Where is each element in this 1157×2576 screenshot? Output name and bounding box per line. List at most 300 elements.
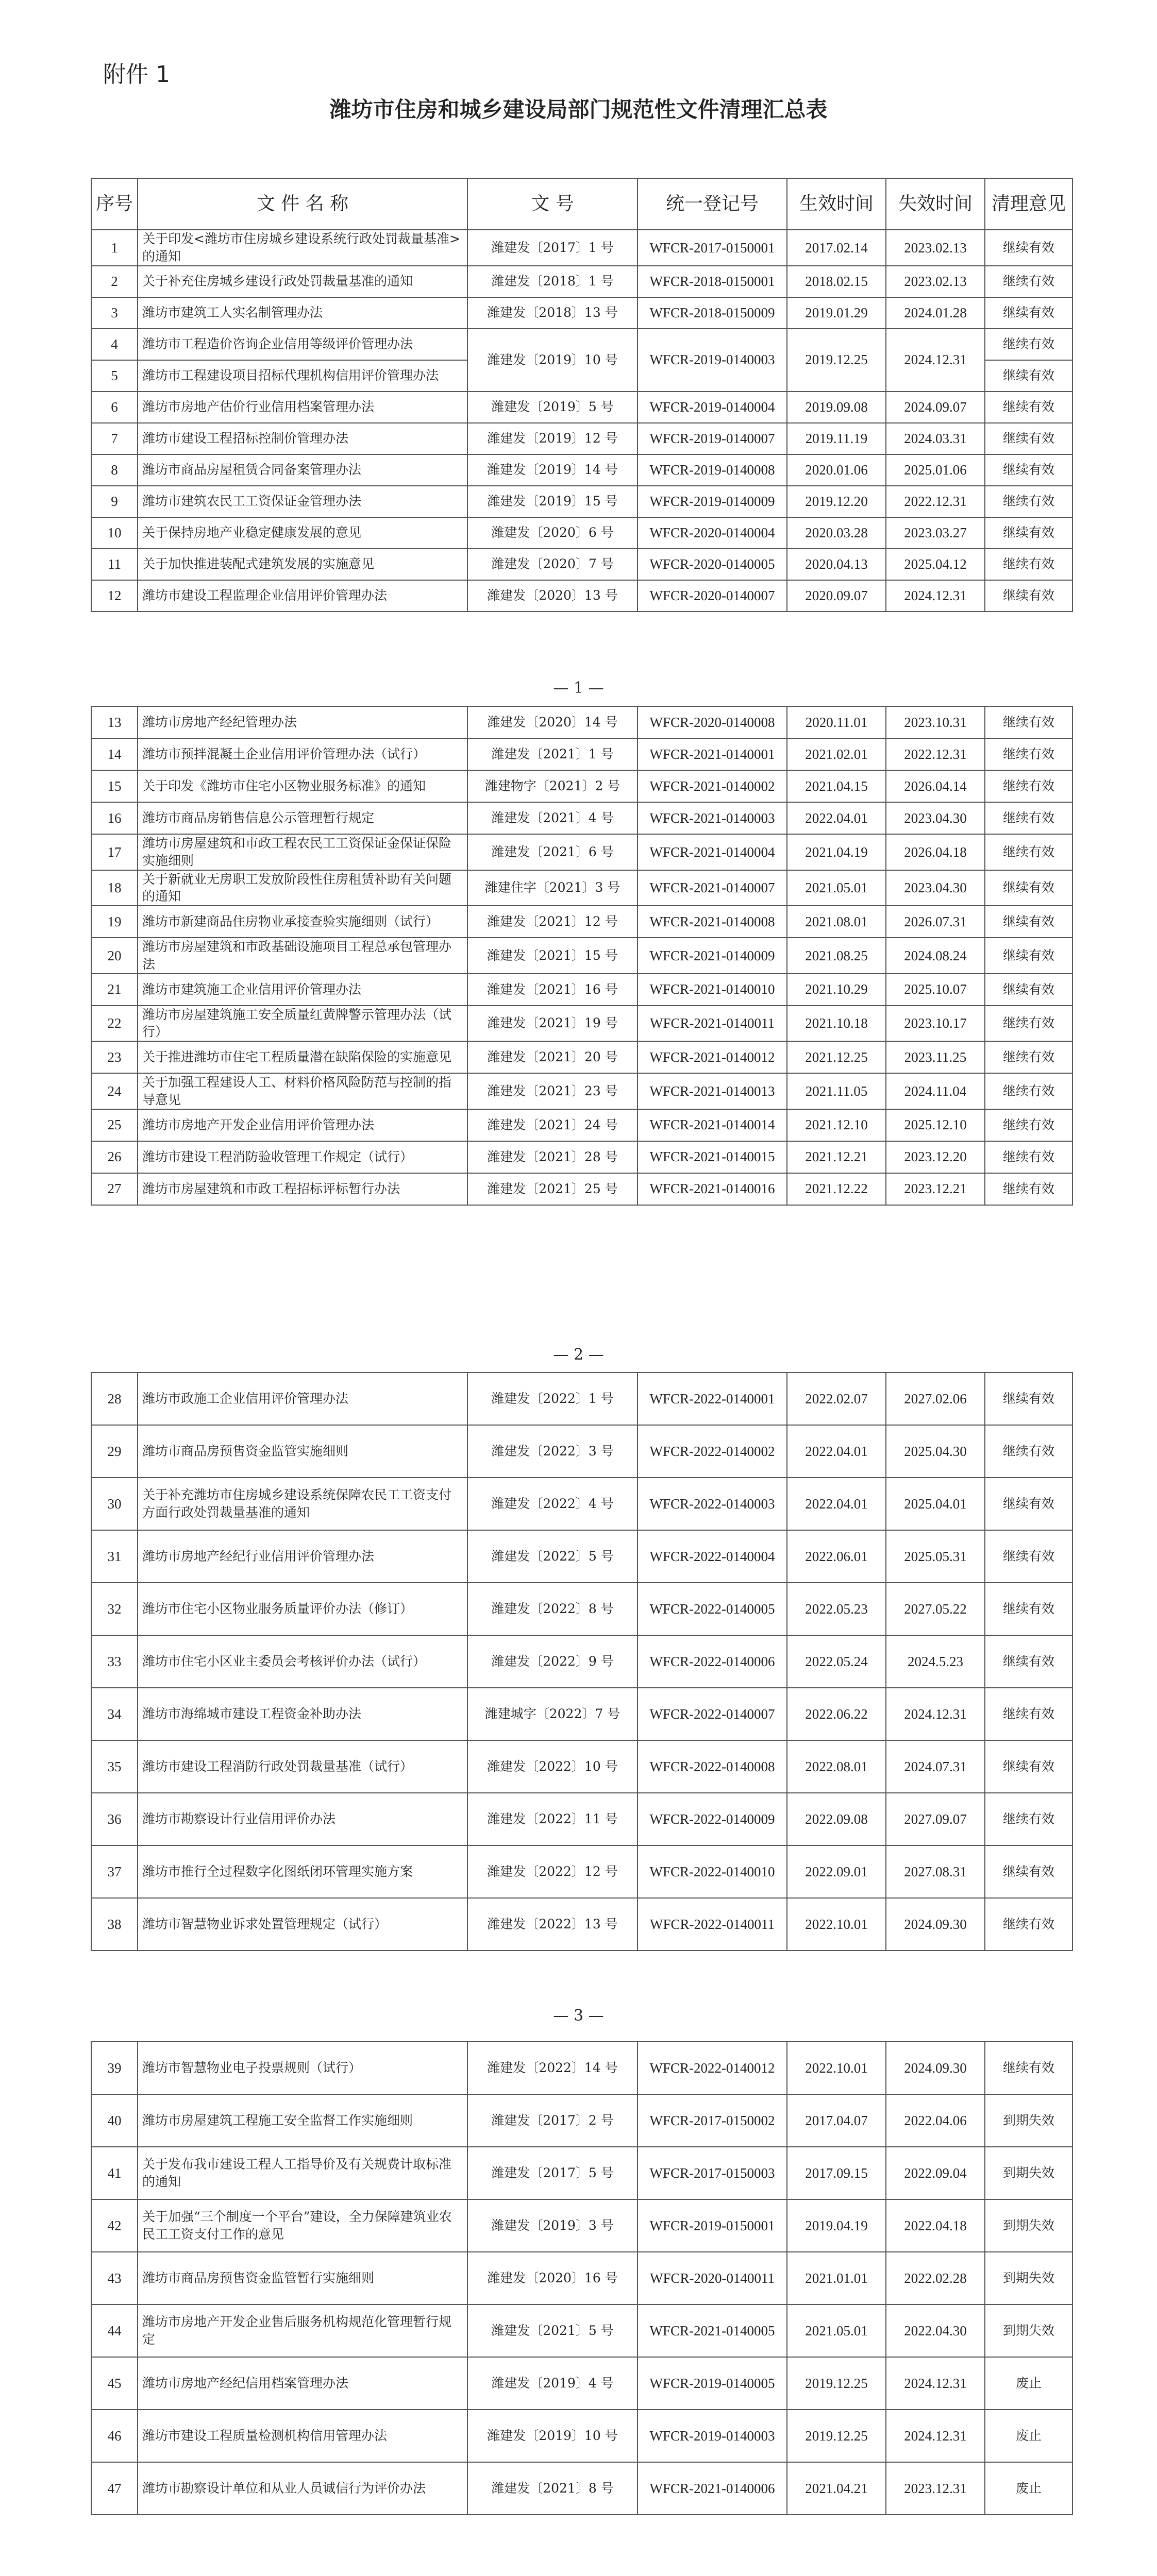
table-row xyxy=(91,870,1072,906)
table-row xyxy=(91,329,1072,360)
document-number: 潍建发〔2019〕14 号 xyxy=(467,454,638,486)
document-number: 潍建发〔2021〕19 号 xyxy=(467,1006,638,1042)
row-number: 46 xyxy=(91,2410,138,2462)
clearance-opinion: 继续有效 xyxy=(985,1425,1072,1478)
expiry-date: 2026.04.14 xyxy=(886,770,985,802)
document-name: 潍坊市房屋建筑和市政基础设施项目工程总承包管理办法 xyxy=(138,938,467,974)
clearance-opinion: 继续有效 xyxy=(985,423,1072,454)
document-number: 潍建发〔2022〕8 号 xyxy=(467,1583,638,1635)
document-name: 关于推进潍坊市住宅工程质量潜在缺陷保险的实施意见 xyxy=(138,1041,467,1073)
registration-number: WFCR-2021-0140011 xyxy=(638,1006,787,1042)
expiry-date: 2024.5.23 xyxy=(886,1635,985,1688)
clearance-opinion: 废止 xyxy=(985,2462,1072,2515)
registration-number: WFCR-2019-0140007 xyxy=(638,423,787,454)
document-number: 潍建发〔2022〕11 号 xyxy=(467,1793,638,1845)
document-number: 潍建发〔2021〕4 号 xyxy=(467,802,638,834)
row-number: 47 xyxy=(91,2462,138,2515)
header-registration: 统一登记号 xyxy=(638,178,787,230)
table-row xyxy=(91,1530,1072,1583)
registration-number: WFCR-2021-0140012 xyxy=(638,1041,787,1073)
row-number: 22 xyxy=(91,1006,138,1042)
document-name: 潍坊市建筑农民工工资保证金管理办法 xyxy=(138,486,467,517)
table-row xyxy=(91,2147,1072,2199)
table-row xyxy=(91,2042,1072,2094)
document-number: 潍建发〔2022〕4 号 xyxy=(467,1478,638,1530)
registration-number: WFCR-2021-0140001 xyxy=(638,738,787,770)
document-name: 关于补充潍坊市住房城乡建设系统保障农民工工资支付方面行政处罚裁量基准的通知 xyxy=(138,1478,467,1530)
clearance-opinion: 继续有效 xyxy=(985,1141,1072,1173)
document-name: 潍坊市建筑施工企业信用评价管理办法 xyxy=(138,974,467,1006)
document-number: 潍建发〔2021〕24 号 xyxy=(467,1109,638,1141)
table-row xyxy=(91,770,1072,802)
row-number: 34 xyxy=(91,1688,138,1740)
table-row xyxy=(91,1073,1072,1109)
effective-date: 2022.04.01 xyxy=(787,1478,886,1530)
effective-date: 2019.12.25 xyxy=(787,2357,886,2410)
document-name: 潍坊市勘察设计行业信用评价办法 xyxy=(138,1793,467,1845)
table-row xyxy=(91,938,1072,974)
table-section-2 xyxy=(91,706,1073,1206)
effective-date: 2022.05.23 xyxy=(787,1583,886,1635)
expiry-date: 2024.07.31 xyxy=(886,1740,985,1793)
clearance-opinion: 继续有效 xyxy=(985,974,1072,1006)
table-row xyxy=(91,974,1072,1006)
registration-number: WFCR-2018-0150009 xyxy=(638,297,787,329)
row-number: 1 xyxy=(91,230,138,266)
effective-date: 2021.05.01 xyxy=(787,2304,886,2357)
row-number: 44 xyxy=(91,2304,138,2357)
clearance-opinion: 继续有效 xyxy=(985,1173,1072,1205)
document-number: 潍建发〔2021〕1 号 xyxy=(467,738,638,770)
expiry-date: 2026.04.18 xyxy=(886,834,985,870)
table-row xyxy=(91,1793,1072,1845)
document-number: 潍建发〔2021〕16 号 xyxy=(467,974,638,1006)
registration-number: WFCR-2020-0140008 xyxy=(638,706,787,738)
row-number: 35 xyxy=(91,1740,138,1793)
row-number: 40 xyxy=(91,2094,138,2147)
table-row xyxy=(91,1041,1072,1073)
document-number: 潍建住字〔2021〕3 号 xyxy=(467,870,638,906)
effective-date: 2020.09.07 xyxy=(787,580,886,612)
row-number: 8 xyxy=(91,454,138,486)
clearance-opinion: 继续有效 xyxy=(985,770,1072,802)
effective-date: 2021.10.18 xyxy=(787,1006,886,1042)
expiry-date: 2023.10.17 xyxy=(886,1006,985,1042)
clearance-opinion: 到期失效 xyxy=(985,2094,1072,2147)
document-name: 潍坊市房地产开发企业售后服务机构规范化管理暂行规定 xyxy=(138,2304,467,2357)
document-name: 关于加强工程建设人工、材料价格风险防范与控制的指导意见 xyxy=(138,1073,467,1109)
clearance-opinion: 继续有效 xyxy=(985,486,1072,517)
expiry-date: 2025.04.12 xyxy=(886,549,985,580)
table-row xyxy=(91,834,1072,870)
registration-number: WFCR-2017-0150001 xyxy=(638,230,787,266)
registration-number: WFCR-2020-0140011 xyxy=(638,2252,787,2304)
table-section-3 xyxy=(91,1372,1073,1951)
clearance-opinion: 继续有效 xyxy=(985,1740,1072,1793)
registration-number: WFCR-2021-0140006 xyxy=(638,2462,787,2515)
document-name: 潍坊市房屋建筑工程施工安全监督工作实施细则 xyxy=(138,2094,467,2147)
registration-number: WFCR-2022-0140012 xyxy=(638,2042,787,2094)
table-row xyxy=(91,1688,1072,1740)
document-name: 潍坊市工程造价咨询企业信用等级评价管理办法 xyxy=(138,329,467,360)
expiry-date: 2024.03.31 xyxy=(886,423,985,454)
document-number: 潍建发〔2017〕2 号 xyxy=(467,2094,638,2147)
document-number: 潍建发〔2022〕13 号 xyxy=(467,1898,638,1951)
table-row xyxy=(91,454,1072,486)
registration-number: WFCR-2018-0150001 xyxy=(638,266,787,297)
table-row xyxy=(91,1109,1072,1141)
registration-number: WFCR-2022-0140010 xyxy=(638,1845,787,1898)
expiry-date: 2024.08.24 xyxy=(886,938,985,974)
expiry-date: 2025.04.30 xyxy=(886,1425,985,1478)
document-name: 潍坊市勘察设计单位和从业人员诚信行为评价办法 xyxy=(138,2462,467,2515)
expiry-date: 2022.09.04 xyxy=(886,2147,985,2199)
row-number: 28 xyxy=(91,1372,138,1425)
row-number: 26 xyxy=(91,1141,138,1173)
document-name: 潍坊市商品房屋租赁合同备案管理办法 xyxy=(138,454,467,486)
clearance-opinion: 继续有效 xyxy=(985,1478,1072,1530)
expiry-date: 2023.12.31 xyxy=(886,2462,985,2515)
expiry-date: 2023.12.21 xyxy=(886,1173,985,1205)
header-name: 文 件 名 称 xyxy=(138,178,467,230)
table-row xyxy=(91,906,1072,938)
document-number: 潍建物字〔2021〕2 号 xyxy=(467,770,638,802)
attachment-label: 附件 1 xyxy=(103,61,170,88)
registration-number: WFCR-2019-0140004 xyxy=(638,392,787,423)
expiry-date: 2024.12.31 xyxy=(886,2357,985,2410)
header-expiry: 失效时间 xyxy=(886,178,985,230)
table-row xyxy=(91,1845,1072,1898)
document-number: 潍建发〔2021〕8 号 xyxy=(467,2462,638,2515)
clearance-opinion: 继续有效 xyxy=(985,906,1072,938)
registration-number: WFCR-2019-0140003 xyxy=(638,2410,787,2462)
registration-number: WFCR-2020-0140007 xyxy=(638,580,787,612)
table-row xyxy=(91,486,1072,517)
registration-number: WFCR-2019-0150001 xyxy=(638,2199,787,2252)
document-number: 潍建发〔2019〕5 号 xyxy=(467,392,638,423)
expiry-date: 2025.10.07 xyxy=(886,974,985,1006)
effective-date: 2019.12.25 xyxy=(787,2410,886,2462)
clearance-opinion: 继续有效 xyxy=(985,1583,1072,1635)
clearance-opinion: 废止 xyxy=(985,2410,1072,2462)
document-name: 关于加强“三个制度一个平台”建设，全力保障建筑业农民工工资支付工作的意见 xyxy=(138,2199,467,2252)
document-number: 潍建发〔2017〕1 号 xyxy=(467,230,638,266)
effective-date: 2017.09.15 xyxy=(787,2147,886,2199)
document-number: 潍建发〔2019〕15 号 xyxy=(467,486,638,517)
row-number: 36 xyxy=(91,1793,138,1845)
document-name: 潍坊市建设工程消防验收管理工作规定（试行） xyxy=(138,1141,467,1173)
document-name: 潍坊市房地产经纪管理办法 xyxy=(138,706,467,738)
document-number: 潍建发〔2021〕23 号 xyxy=(467,1073,638,1109)
registration-number: WFCR-2022-0140011 xyxy=(638,1898,787,1951)
table-row xyxy=(91,230,1072,266)
clearance-opinion: 到期失效 xyxy=(985,2252,1072,2304)
clearance-opinion: 继续有效 xyxy=(985,738,1072,770)
document-name: 潍坊市房屋建筑和市政工程农民工工资保证金保证保险实施细则 xyxy=(138,834,467,870)
clearance-opinion: 继续有效 xyxy=(985,297,1072,329)
registration-number: WFCR-2020-0140005 xyxy=(638,549,787,580)
row-number: 14 xyxy=(91,738,138,770)
document-number: 潍建发〔2019〕12 号 xyxy=(467,423,638,454)
clearance-opinion: 继续有效 xyxy=(985,2042,1072,2094)
effective-date: 2021.12.22 xyxy=(787,1173,886,1205)
effective-date: 2019.01.29 xyxy=(787,297,886,329)
clearance-opinion: 继续有效 xyxy=(985,834,1072,870)
clearance-opinion: 继续有效 xyxy=(985,1688,1072,1740)
expiry-date: 2027.09.07 xyxy=(886,1793,985,1845)
registration-number: WFCR-2021-0140010 xyxy=(638,974,787,1006)
expiry-date: 2024.12.31 xyxy=(886,2410,985,2462)
expiry-date: 2024.09.07 xyxy=(886,392,985,423)
row-number: 4 xyxy=(91,329,138,360)
document-name: 潍坊市工程建设项目招标代理机构信用评价管理办法 xyxy=(138,360,467,392)
row-number: 33 xyxy=(91,1635,138,1688)
header-effective: 生效时间 xyxy=(787,178,886,230)
row-number: 10 xyxy=(91,517,138,549)
clearance-opinion: 继续有效 xyxy=(985,1109,1072,1141)
table-row xyxy=(91,706,1072,738)
registration-number: WFCR-2021-0140004 xyxy=(638,834,787,870)
table-row xyxy=(91,1173,1072,1205)
expiry-date: 2024.12.31 xyxy=(886,580,985,612)
document-name: 关于补充住房城乡建设行政处罚裁量基准的通知 xyxy=(138,266,467,297)
table-row xyxy=(91,738,1072,770)
clearance-opinion: 继续有效 xyxy=(985,580,1072,612)
clearance-opinion: 继续有效 xyxy=(985,802,1072,834)
row-number: 41 xyxy=(91,2147,138,2199)
expiry-date: 2024.11.04 xyxy=(886,1073,985,1109)
effective-date: 2021.08.01 xyxy=(787,906,886,938)
registration-number: WFCR-2022-0140005 xyxy=(638,1583,787,1635)
document-number: 潍建发〔2022〕3 号 xyxy=(467,1425,638,1478)
row-number: 30 xyxy=(91,1478,138,1530)
clearance-opinion: 继续有效 xyxy=(985,230,1072,266)
registration-number: WFCR-2019-0140003 xyxy=(638,329,787,392)
document-number: 潍建发〔2021〕5 号 xyxy=(467,2304,638,2357)
registration-number: WFCR-2017-0150002 xyxy=(638,2094,787,2147)
registration-number: WFCR-2017-0150003 xyxy=(638,2147,787,2199)
effective-date: 2021.12.25 xyxy=(787,1041,886,1073)
table-header-row xyxy=(91,178,1072,230)
document-number: 潍建发〔2021〕15 号 xyxy=(467,938,638,974)
table-row xyxy=(91,423,1072,454)
table-row xyxy=(91,392,1072,423)
table-row xyxy=(91,1141,1072,1173)
effective-date: 2021.02.01 xyxy=(787,738,886,770)
effective-date: 2019.11.19 xyxy=(787,423,886,454)
document-number: 潍建发〔2021〕28 号 xyxy=(467,1141,638,1173)
table-row xyxy=(91,2094,1072,2147)
row-number: 17 xyxy=(91,834,138,870)
row-number: 7 xyxy=(91,423,138,454)
document-name: 潍坊市海绵城市建设工程资金补助办法 xyxy=(138,1688,467,1740)
row-number: 20 xyxy=(91,938,138,974)
clearance-opinion: 继续有效 xyxy=(985,360,1072,392)
document-name: 潍坊市建设工程监理企业信用评价管理办法 xyxy=(138,580,467,612)
clearance-opinion: 继续有效 xyxy=(985,1041,1072,1073)
registration-number: WFCR-2022-0140001 xyxy=(638,1372,787,1425)
clearance-opinion: 继续有效 xyxy=(985,1372,1072,1425)
document-number: 潍建发〔2022〕1 号 xyxy=(467,1372,638,1425)
row-number: 39 xyxy=(91,2042,138,2094)
effective-date: 2021.11.05 xyxy=(787,1073,886,1109)
clearance-opinion: 废止 xyxy=(985,2357,1072,2410)
row-number: 5 xyxy=(91,360,138,392)
table-row xyxy=(91,549,1072,580)
table-row xyxy=(91,2462,1072,2515)
expiry-date: 2023.11.25 xyxy=(886,1041,985,1073)
page-title: 潍坊市住房和城乡建设局部门规范性文件清理汇总表 xyxy=(329,97,828,122)
row-number: 6 xyxy=(91,392,138,423)
effective-date: 2019.12.20 xyxy=(787,486,886,517)
registration-number: WFCR-2021-0140002 xyxy=(638,770,787,802)
effective-date: 2020.01.06 xyxy=(787,454,886,486)
table-row xyxy=(91,1425,1072,1478)
document-number: 潍建发〔2018〕13 号 xyxy=(467,297,638,329)
expiry-date: 2023.03.27 xyxy=(886,517,985,549)
clearance-opinion: 继续有效 xyxy=(985,266,1072,297)
table-row xyxy=(91,1635,1072,1688)
registration-number: WFCR-2021-0140007 xyxy=(638,870,787,906)
row-number: 3 xyxy=(91,297,138,329)
document-name: 潍坊市政施工企业信用评价管理办法 xyxy=(138,1372,467,1425)
expiry-date: 2027.05.22 xyxy=(886,1583,985,1635)
effective-date: 2021.04.19 xyxy=(787,834,886,870)
document-name: 潍坊市房地产开发企业信用评价管理办法 xyxy=(138,1109,467,1141)
document-name: 关于保持房地产业稳定健康发展的意见 xyxy=(138,517,467,549)
expiry-date: 2022.02.28 xyxy=(886,2252,985,2304)
row-number: 11 xyxy=(91,549,138,580)
table-row xyxy=(91,2410,1072,2462)
row-number: 27 xyxy=(91,1173,138,1205)
registration-number: WFCR-2021-0140016 xyxy=(638,1173,787,1205)
document-number: 潍建发〔2022〕9 号 xyxy=(467,1635,638,1688)
page-number: — 3 — xyxy=(553,2007,604,2025)
document-number: 潍建发〔2021〕6 号 xyxy=(467,834,638,870)
document-number: 潍建城字〔2022〕7 号 xyxy=(467,1688,638,1740)
clearance-opinion: 继续有效 xyxy=(985,938,1072,974)
effective-date: 2022.09.08 xyxy=(787,1793,886,1845)
header-doc-number: 文 号 xyxy=(467,178,638,230)
effective-date: 2022.09.01 xyxy=(787,1845,886,1898)
document-number: 潍建发〔2019〕4 号 xyxy=(467,2357,638,2410)
expiry-date: 2023.04.30 xyxy=(886,870,985,906)
expiry-date: 2024.12.31 xyxy=(886,1688,985,1740)
clearance-opinion: 继续有效 xyxy=(985,1845,1072,1898)
registration-number: WFCR-2022-0140006 xyxy=(638,1635,787,1688)
expiry-date: 2027.08.31 xyxy=(886,1845,985,1898)
expiry-date: 2023.10.31 xyxy=(886,706,985,738)
table-row xyxy=(91,580,1072,612)
effective-date: 2021.05.01 xyxy=(787,870,886,906)
document-number: 潍建发〔2020〕7 号 xyxy=(467,549,638,580)
page-number: — 1 — xyxy=(553,679,604,697)
document-number: 潍建发〔2017〕5 号 xyxy=(467,2147,638,2199)
clearance-opinion: 继续有效 xyxy=(985,1793,1072,1845)
document-name: 关于加快推进装配式建筑发展的实施意见 xyxy=(138,549,467,580)
document-name: 关于新就业无房职工发放阶段性住房租赁补助有关问题的通知 xyxy=(138,870,467,906)
row-number: 19 xyxy=(91,906,138,938)
document-name: 关于发布我市建设工程人工指导价及有关规费计取标准的通知 xyxy=(138,2147,467,2199)
effective-date: 2022.05.24 xyxy=(787,1635,886,1688)
effective-date: 2022.10.01 xyxy=(787,2042,886,2094)
registration-number: WFCR-2022-0140008 xyxy=(638,1740,787,1793)
registration-number: WFCR-2021-0140003 xyxy=(638,802,787,834)
effective-date: 2021.01.01 xyxy=(787,2252,886,2304)
document-name: 潍坊市住宅小区物业服务质量评价办法（修订） xyxy=(138,1583,467,1635)
document-number: 潍建发〔2021〕12 号 xyxy=(467,906,638,938)
table-row xyxy=(91,517,1072,549)
registration-number: WFCR-2021-0140005 xyxy=(638,2304,787,2357)
expiry-date: 2025.12.10 xyxy=(886,1109,985,1141)
clearance-opinion: 继续有效 xyxy=(985,454,1072,486)
header-no: 序号 xyxy=(91,178,138,230)
table-row xyxy=(91,1006,1072,1042)
document-number: 潍建发〔2020〕16 号 xyxy=(467,2252,638,2304)
row-number: 15 xyxy=(91,770,138,802)
document-name: 潍坊市智慧物业诉求处置管理规定（试行） xyxy=(138,1898,467,1951)
expiry-date: 2024.12.31 xyxy=(886,329,985,392)
document-number: 潍建发〔2019〕10 号 xyxy=(467,2410,638,2462)
row-number: 45 xyxy=(91,2357,138,2410)
expiry-date: 2027.02.06 xyxy=(886,1372,985,1425)
document-name: 潍坊市预拌混凝土企业信用评价管理办法（试行） xyxy=(138,738,467,770)
table-row xyxy=(91,266,1072,297)
document-number: 潍建发〔2022〕14 号 xyxy=(467,2042,638,2094)
row-number: 9 xyxy=(91,486,138,517)
registration-number: WFCR-2019-0140008 xyxy=(638,454,787,486)
effective-date: 2019.04.19 xyxy=(787,2199,886,2252)
expiry-date: 2025.04.01 xyxy=(886,1478,985,1530)
clearance-opinion: 继续有效 xyxy=(985,870,1072,906)
document-name: 潍坊市房地产经纪行业信用评价管理办法 xyxy=(138,1530,467,1583)
effective-date: 2022.02.07 xyxy=(787,1372,886,1425)
document-number: 潍建发〔2018〕1 号 xyxy=(467,266,638,297)
expiry-date: 2024.09.30 xyxy=(886,1898,985,1951)
expiry-date: 2023.04.30 xyxy=(886,802,985,834)
row-number: 32 xyxy=(91,1583,138,1635)
row-number: 43 xyxy=(91,2252,138,2304)
effective-date: 2022.08.01 xyxy=(787,1740,886,1793)
table-row xyxy=(91,2199,1072,2252)
effective-date: 2021.12.21 xyxy=(787,1141,886,1173)
row-number: 31 xyxy=(91,1530,138,1583)
document-name: 潍坊市房地产经纪信用档案管理办法 xyxy=(138,2357,467,2410)
document-number: 潍建发〔2020〕6 号 xyxy=(467,517,638,549)
table-section-4 xyxy=(91,2041,1073,2515)
document-name: 潍坊市商品房预售资金监管实施细则 xyxy=(138,1425,467,1478)
effective-date: 2020.03.28 xyxy=(787,517,886,549)
document-name: 潍坊市房屋建筑施工安全质量红黄牌警示管理办法（试行） xyxy=(138,1006,467,1042)
effective-date: 2019.09.08 xyxy=(787,392,886,423)
registration-number: WFCR-2020-0140004 xyxy=(638,517,787,549)
expiry-date: 2023.02.13 xyxy=(886,230,985,266)
expiry-date: 2022.12.31 xyxy=(886,486,985,517)
registration-number: WFCR-2019-0140005 xyxy=(638,2357,787,2410)
document-name: 关于印发《潍坊市住宅小区物业服务标准》的通知 xyxy=(138,770,467,802)
document-name: 潍坊市商品房销售信息公示管理暂行规定 xyxy=(138,802,467,834)
document-name: 潍坊市推行全过程数字化图纸闭环管理实施方案 xyxy=(138,1845,467,1898)
table-section-1 xyxy=(91,178,1073,612)
row-number: 12 xyxy=(91,580,138,612)
table-row xyxy=(91,1478,1072,1530)
registration-number: WFCR-2022-0140009 xyxy=(638,1793,787,1845)
document-number: 潍建发〔2020〕14 号 xyxy=(467,706,638,738)
row-number: 25 xyxy=(91,1109,138,1141)
document-number: 潍建发〔2020〕13 号 xyxy=(467,580,638,612)
effective-date: 2022.04.01 xyxy=(787,802,886,834)
effective-date: 2019.12.25 xyxy=(787,329,886,392)
